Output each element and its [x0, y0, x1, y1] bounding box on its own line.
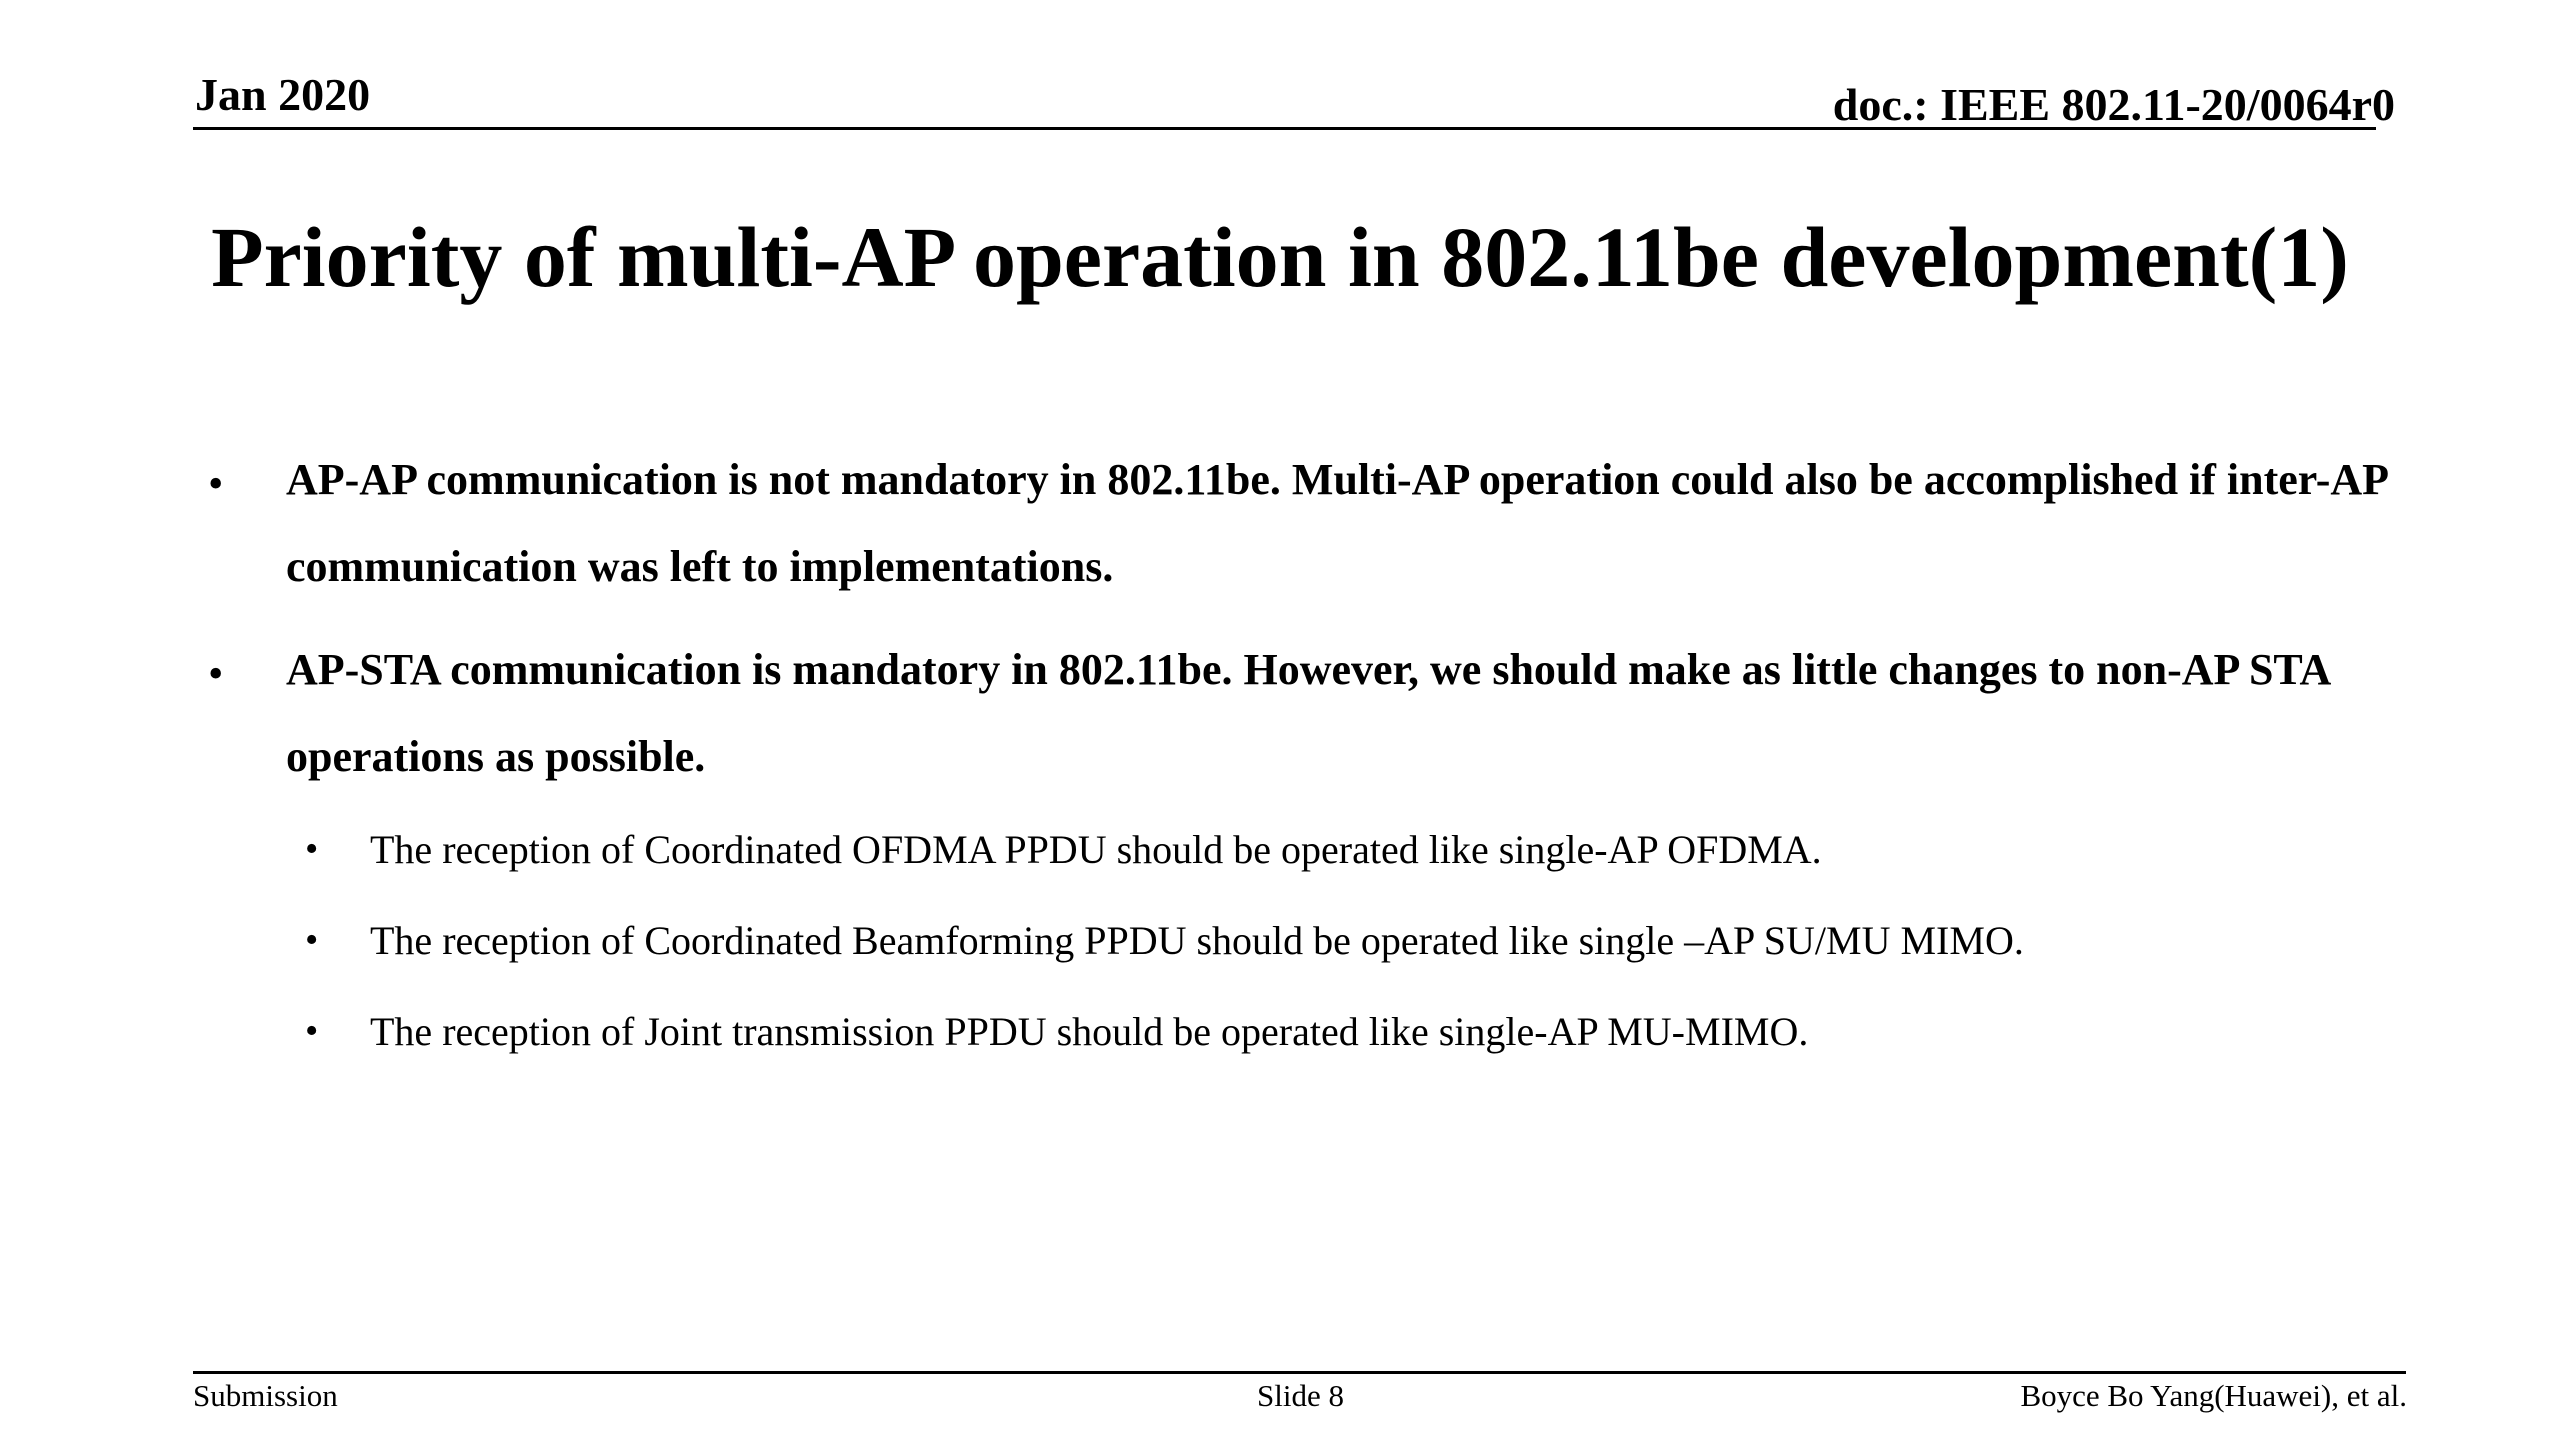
- bullet-text-ap-sta: AP-STA communication is mandatory in 802.11be. However, we should make as little changes to non-AP STA operations as possible.: [286, 645, 2329, 781]
- sub-bullet-text-ofdma: The reception of Coordinated OFDMA PPDU should be operated like single-AP OFDMA.: [370, 827, 1822, 872]
- header-doc-id: doc.: IEEE 802.11-20/0064r0: [1832, 79, 2395, 130]
- sub-bullet-marker: •: [305, 828, 319, 870]
- footer-rule: [193, 1371, 2406, 1374]
- header-date: Jan 2020: [195, 69, 371, 120]
- bullet-marker: •: [208, 649, 224, 698]
- bullet-text-ap-ap: AP-AP communication is not mandatory in 802.11be. Multi-AP operation could also be accomplished if inter-AP communication was left to implementations.: [286, 455, 2387, 591]
- sub-bullet-text-beamforming: The reception of Coordinated Beamforming PPDU should be operated like single –AP SU/MU MIMO.: [370, 918, 2024, 963]
- footer-author: Boyce Bo Yang(Huawei), et al.: [2020, 1378, 2407, 1413]
- footer-slide-number: Slide 8: [1257, 1378, 1344, 1413]
- sub-bullet-marker: •: [305, 1010, 319, 1052]
- footer-submission: Submission: [193, 1378, 338, 1413]
- sub-bullet-text-joint-transmission: The reception of Joint transmission PPDU should be operated like single-AP MU-MIMO.: [370, 1009, 1809, 1054]
- slide-title: Priority of multi-AP operation in 802.11be development(1): [211, 209, 2349, 305]
- bullet-marker: •: [208, 459, 224, 508]
- sub-bullet-marker: •: [305, 919, 319, 961]
